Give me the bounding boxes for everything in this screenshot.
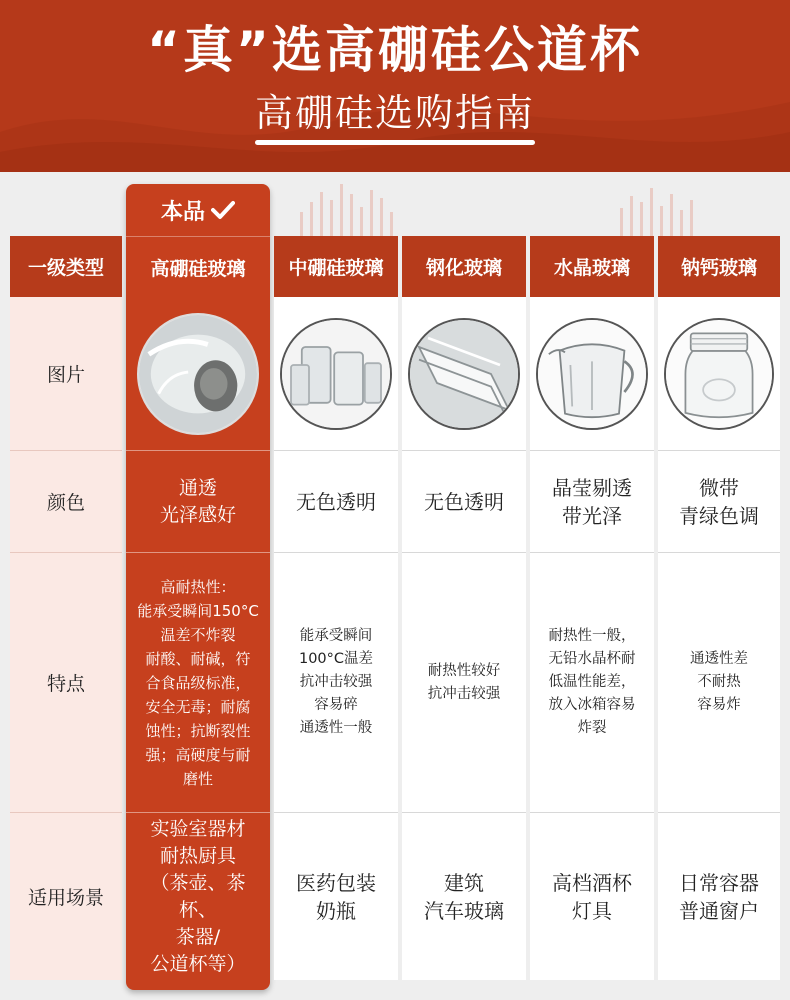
column-name: 钠钙玻璃 [658,236,780,297]
usage-cell: 建筑 汽车玻璃 [424,870,504,923]
usage-cell: 实验室器材 耐热厨具 （茶壶、茶杯、 茶器/ 公道杯等） [150,817,246,975]
image-cell [402,297,526,451]
label-image: 图片 [10,297,122,451]
subtitle-underline [255,140,535,145]
column-name: 钢化玻璃 [402,236,526,297]
crystal-jug-photo [536,318,648,430]
page-title: “真”选高硼硅公道杯 [147,21,643,79]
color-cell: 微带 青绿色调 [658,451,780,553]
tempered-glass-sheet-photo [408,318,520,430]
label-features: 特点 [10,553,122,813]
color-cell: 无色透明 [402,451,526,553]
features-cell: 耐热性一般， 无铅水晶杯耐 低温性能差， 放入冰箱容易 炸裂 [530,553,654,813]
borosilicate-pitcher-photo [137,313,259,435]
image-cell [126,297,270,451]
label-type: 一级类型 [10,236,122,297]
features-cell: 高耐热性： 能承受瞬间150°C 温差不炸裂 耐酸、耐碱，符 合食品级标准， 安全无毒；耐腐 蚀性；抗断裂性 强；高硬度与耐 磨性 [126,553,270,813]
column-tempered-glass [402,236,526,980]
column-crystal-glass [530,236,654,980]
image-cell [530,297,654,451]
product-badge [126,184,270,236]
column-name: 高硼硅玻璃 [126,236,270,297]
color-cell: 晶莹剔透 带光泽 [530,451,654,553]
usage-cell: 医药包装 奶瓶 [296,870,376,923]
badge-label: 本品 [160,199,205,225]
bar-pattern-decoration [0,172,790,242]
label-usage: 适用场景 [27,887,104,909]
glass-cups-photo [280,318,392,430]
usage-cell: 日常容器 普通窗户 [679,870,759,923]
page-subtitle: 高硼硅选购指南 [254,91,535,135]
row-label-column [10,236,122,980]
column-name: 水晶玻璃 [530,236,654,297]
color-cell: 通透 光泽感好 [126,451,270,553]
column-name: 中硼硅玻璃 [274,236,398,297]
image-cell [658,297,780,451]
color-cell: 无色透明 [274,451,398,553]
header-banner [0,0,790,172]
image-cell [274,297,398,451]
features-cell: 耐热性较好 抗冲击较强 [402,553,526,813]
features-cell: 能承受瞬间 100°C温差 抗冲击较强 容易碎 通透性一般 [274,553,398,813]
glass-jar-photo [664,318,774,430]
label-color: 颜色 [10,451,122,553]
usage-cell: 高档酒杯 灯具 [552,870,632,923]
column-medium-borosilicate [274,236,398,980]
features-cell: 通透性差 不耐热 容易炸 [658,553,780,813]
featured-column-borosilicate [126,184,270,990]
column-soda-lime-glass [658,236,780,980]
check-icon [211,200,235,220]
